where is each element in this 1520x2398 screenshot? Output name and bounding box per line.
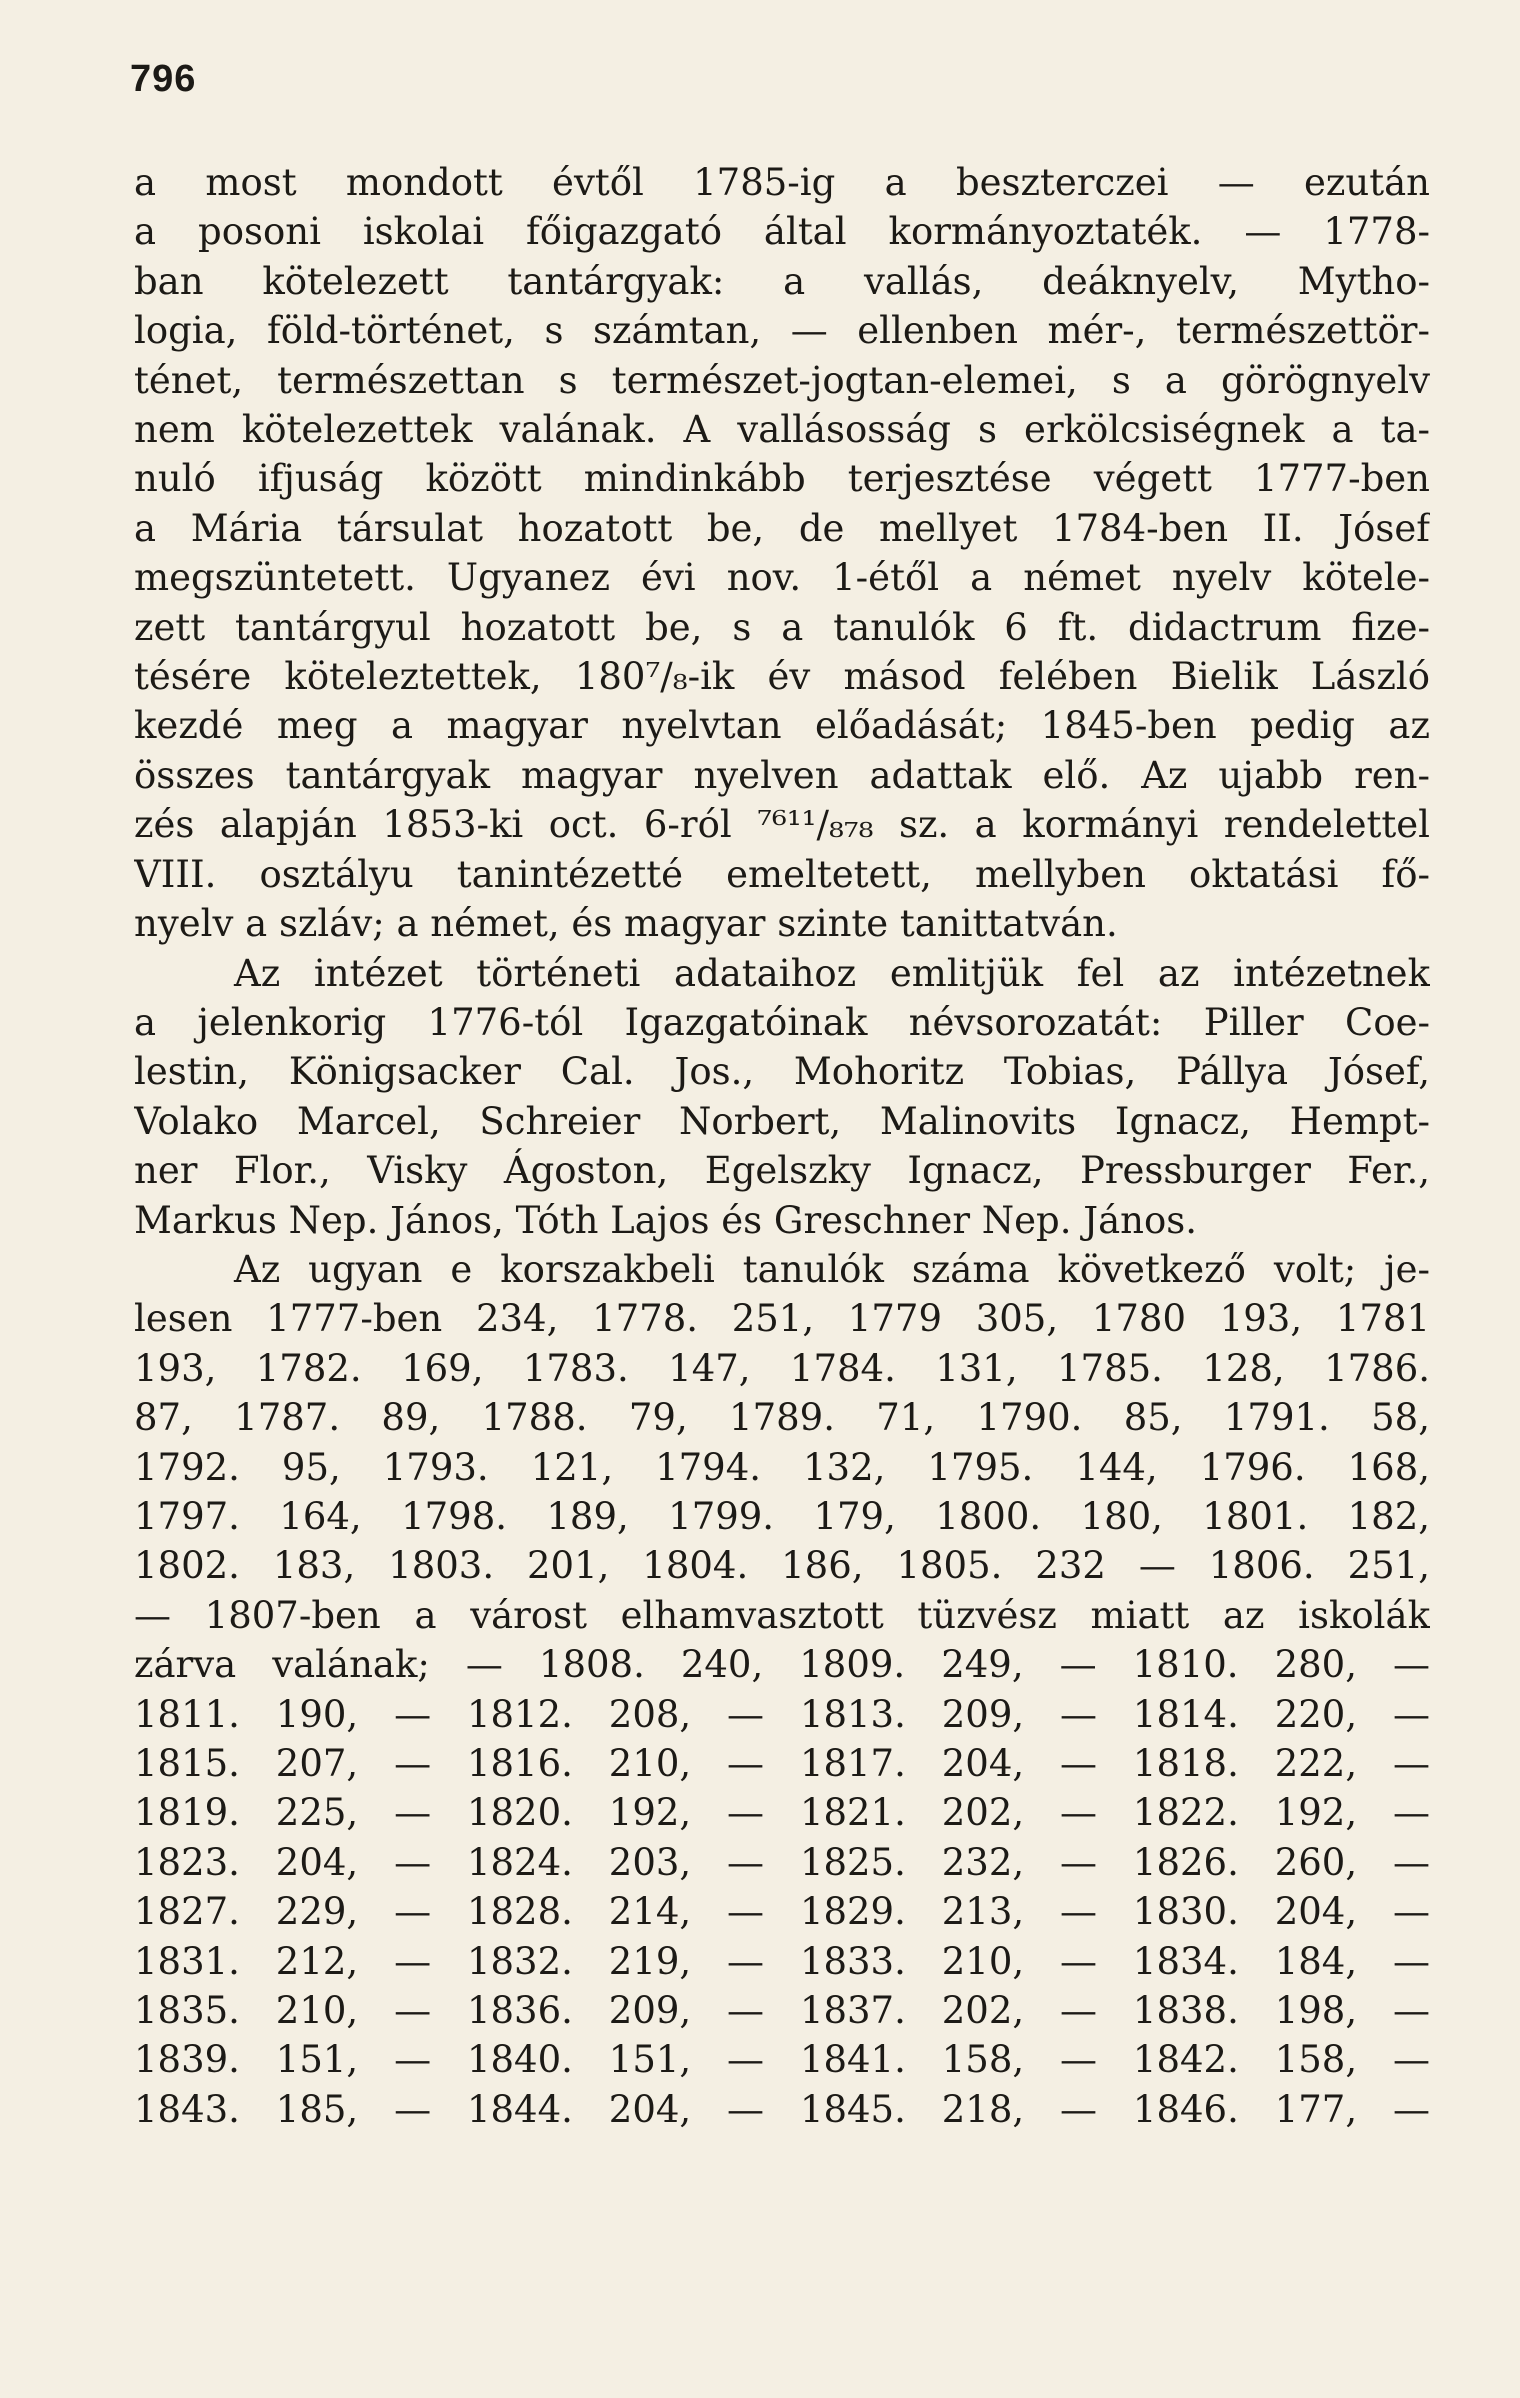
paragraph-student-counts bbox=[134, 1245, 1430, 2134]
text-line: ban kötelezett tantárgyak: a vallás, deáknyelv, Mytho- bbox=[134, 259, 1430, 303]
text-line: 1797. 164, 1798. 189, 1799. 179, 1800. 180, 1801. 182, bbox=[134, 1494, 1430, 1538]
paragraph-school-history bbox=[134, 158, 1430, 949]
text-line: Az ugyan e korszakbeli tanulók száma következő volt; je- bbox=[234, 1247, 1430, 1291]
text-line: kezdé meg a magyar nyelvtan előadását; 1845-ben pedig az bbox=[134, 704, 1430, 748]
text-line: 1819. 225, — 1820. 192, — 1821. 202, — 1822. 192, — bbox=[134, 1791, 1430, 1835]
text-line: Volako Marcel, Schreier Norbert, Malinovits Ignacz, Hempt- bbox=[134, 1099, 1430, 1143]
text-line: VIII. osztályu tanintézetté emeltetett, mellyben oktatási fő- bbox=[134, 852, 1430, 896]
text-line: nem kötelezettek valának. A vallásosság s erkölcsiségnek a ta- bbox=[134, 408, 1430, 452]
text-line: tésére köteleztettek, 180⁷/₈-ik év másod felében Bielik László bbox=[134, 655, 1430, 699]
text-line: nuló ifjuság között mindinkább terjesztése végett 1777-ben bbox=[134, 457, 1430, 501]
text-line: megszüntetett. Ugyanez évi nov. 1-étől a német nyelv kötele- bbox=[134, 556, 1430, 600]
text-line: — 1807-ben a várost elhamvasztott tüzvész miatt az iskolák bbox=[134, 1593, 1430, 1637]
text-line: a most mondott évtől 1785-ig a beszterczei — ezután bbox=[134, 161, 1430, 204]
text-line: 1792. 95, 1793. 121, 1794. 132, 1795. 144, 1796. 168, bbox=[134, 1445, 1430, 1489]
text-line: 1802. 183, 1803. 201, 1804. 186, 1805. 232 — 1806. 251, bbox=[134, 1544, 1430, 1588]
text-line: a Mária társulat hozatott be, de mellyet 1784-ben II. Jósef bbox=[134, 506, 1430, 550]
text-line: 1827. 229, — 1828. 214, — 1829. 213, — 1830. 204, — bbox=[134, 1890, 1430, 1934]
text-line: 1835. 210, — 1836. 209, — 1837. 202, — 1838. 198, — bbox=[134, 1989, 1430, 2033]
text-line: a jelenkorig 1776-tól Igazgatóinak névsorozatát: Piller Coe- bbox=[134, 1000, 1430, 1044]
text-line: logia, föld-történet, s számtan, — ellenben mér-, természettör- bbox=[134, 309, 1430, 353]
page-number: 796 bbox=[130, 58, 197, 100]
text-line: 1823. 204, — 1824. 203, — 1825. 232, — 1826. 260, — bbox=[134, 1840, 1430, 1884]
text-line: zett tantárgyul hozatott be, s a tanulók 6 ft. didactrum fize- bbox=[134, 605, 1430, 649]
text-line: Markus Nep. János, Tóth Lajos és Greschner Nep. János. bbox=[134, 1198, 1198, 1242]
body-text bbox=[134, 158, 1430, 2134]
paragraph-directors bbox=[134, 949, 1430, 1245]
text-line: zés alapján 1853-ki oct. 6-ról ⁷⁶¹¹/₈₇₈ sz. a kormányi rendelettel bbox=[134, 803, 1430, 847]
text-line: összes tantárgyak magyar nyelven adattak elő. Az ujabb ren- bbox=[134, 753, 1430, 797]
text-line: Az intézet történeti adataihoz emlitjük fel az intézetnek bbox=[234, 951, 1430, 995]
text-line: 1831. 212, — 1832. 219, — 1833. 210, — 1834. 184, — bbox=[134, 1939, 1430, 1983]
text-line: 1843. 185, — 1844. 204, — 1845. 218, — 1846. 177, — bbox=[134, 2087, 1430, 2131]
text-line: a posoni iskolai főigazgató által kormányoztaték. — 1778- bbox=[134, 210, 1430, 254]
text-line: lesen 1777-ben 234, 1778. 251, 1779 305, 1780 193, 1781 bbox=[134, 1297, 1430, 1341]
text-line: ner Flor., Visky Ágoston, Egelszky Ignacz, Pressburger Fer., bbox=[134, 1149, 1430, 1193]
text-line: zárva valának; — 1808. 240, 1809. 249, — 1810. 280, — bbox=[134, 1643, 1430, 1687]
text-line: 193, 1782. 169, 1783. 147, 1784. 131, 1785. 128, 1786. bbox=[134, 1346, 1430, 1390]
text-line: ténet, természettan s természet-jogtan-elemei, s a görögnyelv bbox=[134, 358, 1430, 402]
text-line: 1811. 190, — 1812. 208, — 1813. 209, — 1814. 220, — bbox=[134, 1692, 1430, 1736]
text-line: lestin, Königsacker Cal. Jos., Mohoritz Tobias, Pállya Jósef, bbox=[134, 1050, 1430, 1094]
text-line: 1815. 207, — 1816. 210, — 1817. 204, — 1818. 222, — bbox=[134, 1742, 1430, 1785]
text-line: 87, 1787. 89, 1788. 79, 1789. 71, 1790. 85, 1791. 58, bbox=[134, 1396, 1430, 1440]
text-line: nyelv a szláv; a német, és magyar szinte tanittatván. bbox=[134, 902, 1118, 946]
text-line: 1839. 151, — 1840. 151, — 1841. 158, — 1842. 158, — bbox=[134, 2038, 1430, 2082]
